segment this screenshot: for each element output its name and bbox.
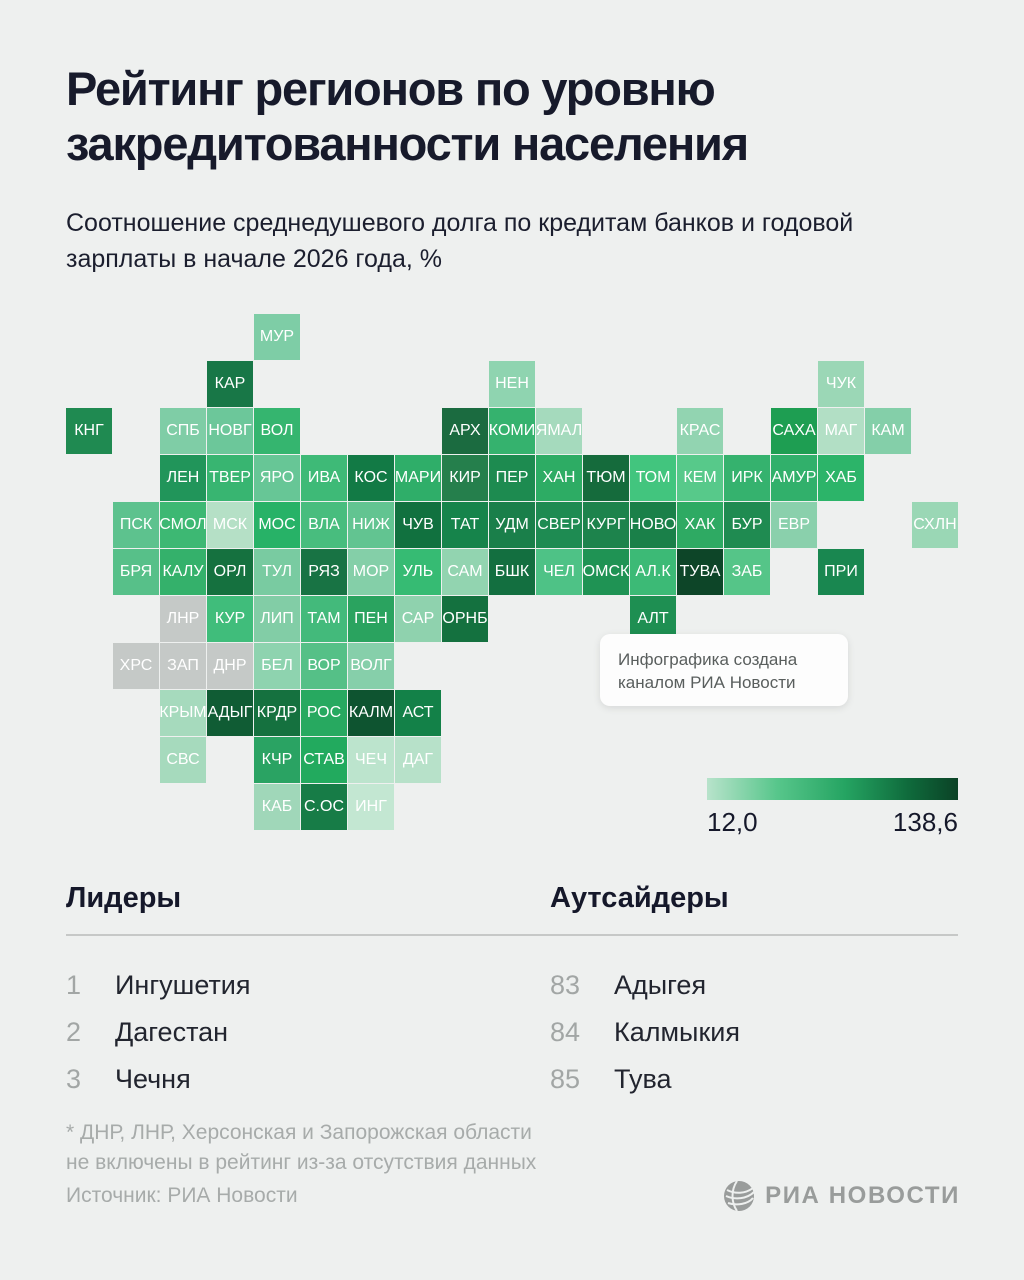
region-tile-ХАБ: ХАБ	[818, 455, 864, 501]
region-tile-КАЛУ: КАЛУ	[160, 549, 206, 595]
region-tile-ПЕР: ПЕР	[489, 455, 535, 501]
region-tile-МОС: МОС	[254, 502, 300, 548]
region-tile-ПРИ: ПРИ	[818, 549, 864, 595]
region-tile-КОС: КОС	[348, 455, 394, 501]
region-tile-ХРС: ХРС	[113, 643, 159, 689]
footnote-line1: * ДНР, ЛНР, Херсонская и Запорожская области	[66, 1121, 532, 1144]
region-tile-САХА: САХА	[771, 408, 817, 454]
region-tile-ТВЕР: ТВЕР	[207, 455, 253, 501]
region-tile-БШК: БШК	[489, 549, 535, 595]
region-tile-КАБ: КАБ	[254, 784, 300, 830]
region-tile-КОМИ: КОМИ	[489, 408, 535, 454]
region-name: Калмыкия	[614, 1017, 740, 1047]
tile-map	[66, 314, 960, 832]
region-tile-ТУЛ: ТУЛ	[254, 549, 300, 595]
region-tile-ДНР: ДНР	[207, 643, 253, 689]
region-tile-ТАТ: ТАТ	[442, 502, 488, 548]
region-tile-ЧЕЧ: ЧЕЧ	[348, 737, 394, 783]
legend-gradient-bar	[707, 778, 958, 800]
region-tile-УЛЬ: УЛЬ	[395, 549, 441, 595]
region-tile-БРЯ: БРЯ	[113, 549, 159, 595]
region-tile-КУР: КУР	[207, 596, 253, 642]
rank-number: 85	[550, 1064, 581, 1094]
footnote-line2: не включены в рейтинг из-за отсутствия данных	[66, 1150, 537, 1174]
ria-novosti-logo	[723, 1180, 960, 1212]
region-tile-НОВГ: НОВГ	[207, 408, 253, 454]
region-tile-ЯРО: ЯРО	[254, 455, 300, 501]
region-tile-АЛТ: АЛТ	[630, 596, 676, 642]
region-tile-МУР: МУР	[254, 314, 300, 360]
region-tile-ЧУК: ЧУК	[818, 361, 864, 407]
region-tile-САМ: САМ	[442, 549, 488, 595]
color-legend	[707, 778, 958, 838]
attribution-note-line1: Инфографика создана	[618, 650, 798, 669]
region-tile-ВОЛ: ВОЛ	[254, 408, 300, 454]
list-item	[550, 962, 740, 1009]
region-name: Дагестан	[115, 1017, 229, 1047]
region-tile-ЯМАЛ: ЯМАЛ	[536, 408, 582, 454]
region-tile-ЕВР: ЕВР	[771, 502, 817, 548]
region-tile-БЕЛ: БЕЛ	[254, 643, 300, 689]
region-tile-АЛ.К: АЛ.К	[630, 549, 676, 595]
region-tile-ДАГ: ДАГ	[395, 737, 441, 783]
region-tile-РОС: РОС	[301, 690, 347, 736]
list-item	[550, 1009, 740, 1056]
page-title: Рейтинг регионов по уровню закредитованности населения	[66, 62, 748, 170]
page-subtitle: Соотношение среднедушевого долга по кредитам банков и годовой зарплаты в начале 2026 года, %	[66, 209, 854, 274]
region-name: Адыгея	[614, 970, 707, 1000]
list-item	[66, 1056, 251, 1103]
logo-text: РИА НОВОСТИ	[765, 1182, 960, 1209]
region-tile-С.ОС: С.ОС	[301, 784, 347, 830]
region-tile-СХЛН: СХЛН	[912, 502, 958, 548]
region-tile-ХАК: ХАК	[677, 502, 723, 548]
region-tile-ЛЕН: ЛЕН	[160, 455, 206, 501]
region-tile-АДЫГ: АДЫГ	[207, 690, 253, 736]
region-tile-ОРЛ: ОРЛ	[207, 549, 253, 595]
region-tile-КНГ: КНГ	[66, 408, 112, 454]
region-tile-КАЛМ: КАЛМ	[348, 690, 394, 736]
region-tile-КЧР: КЧР	[254, 737, 300, 783]
region-tile-ОМСК: ОМСК	[583, 549, 629, 595]
attribution-note	[600, 634, 848, 706]
region-tile-ВЛА: ВЛА	[301, 502, 347, 548]
outsiders-heading: Аутсайдеры	[550, 882, 729, 914]
legend-min-label: 12,0	[707, 807, 758, 837]
region-tile-КРЫМ: КРЫМ	[160, 690, 206, 736]
region-tile-МАРИ: МАРИ	[395, 455, 441, 501]
source-text: Источник: РИА Новости	[66, 1184, 298, 1207]
region-tile-ХАН: ХАН	[536, 455, 582, 501]
rank-number: 2	[66, 1017, 82, 1047]
region-tile-ВОР: ВОР	[301, 643, 347, 689]
region-tile-ТОМ: ТОМ	[630, 455, 676, 501]
outsiders-list	[550, 962, 740, 1103]
region-tile-КАР: КАР	[207, 361, 253, 407]
list-item	[66, 1009, 251, 1056]
region-tile-КЕМ: КЕМ	[677, 455, 723, 501]
footnote	[66, 1118, 626, 1178]
list-item	[550, 1056, 740, 1103]
attribution-note-line2: каналом РИА Новости	[618, 672, 796, 692]
region-tile-РЯЗ: РЯЗ	[301, 549, 347, 595]
region-tile-СМОЛ: СМОЛ	[160, 502, 206, 548]
region-tile-ТЮМ: ТЮМ	[583, 455, 629, 501]
region-tile-НЕН: НЕН	[489, 361, 535, 407]
region-tile-ОРНБ: ОРНБ	[442, 596, 488, 642]
region-tile-АРХ: АРХ	[442, 408, 488, 454]
region-tile-КИР: КИР	[442, 455, 488, 501]
globe-icon	[723, 1180, 755, 1212]
region-tile-ВОЛГ: ВОЛГ	[348, 643, 394, 689]
region-tile-КАМ: КАМ	[865, 408, 911, 454]
region-name: Тува	[614, 1064, 672, 1094]
rank-number: 84	[550, 1017, 581, 1047]
region-tile-ЗАБ: ЗАБ	[724, 549, 770, 595]
region-tile-ПЕН: ПЕН	[348, 596, 394, 642]
region-tile-ЧЕЛ: ЧЕЛ	[536, 549, 582, 595]
region-tile-МСК: МСК	[207, 502, 253, 548]
region-tile-СПБ: СПБ	[160, 408, 206, 454]
region-tile-ЗАП: ЗАП	[160, 643, 206, 689]
rank-number: 83	[550, 970, 581, 1000]
region-tile-ИНГ: ИНГ	[348, 784, 394, 830]
region-tile-МОР: МОР	[348, 549, 394, 595]
list-item	[66, 962, 251, 1009]
leaders-list	[66, 962, 251, 1103]
region-tile-КРДР: КРДР	[254, 690, 300, 736]
region-name: Ингушетия	[115, 970, 251, 1000]
region-tile-СВЕР: СВЕР	[536, 502, 582, 548]
region-name: Чечня	[115, 1064, 191, 1094]
region-tile-ИВА: ИВА	[301, 455, 347, 501]
section-divider	[66, 934, 958, 936]
legend-max-label: 138,6	[892, 807, 958, 837]
region-tile-ЛИП: ЛИП	[254, 596, 300, 642]
region-tile-АСТ: АСТ	[395, 690, 441, 736]
region-tile-СВС: СВС	[160, 737, 206, 783]
rank-number: 1	[66, 970, 82, 1000]
rank-number: 3	[66, 1064, 82, 1094]
region-tile-САР: САР	[395, 596, 441, 642]
region-tile-ПСК: ПСК	[113, 502, 159, 548]
region-tile-ТУВА: ТУВА	[677, 549, 723, 595]
region-tile-НОВО: НОВО	[630, 502, 676, 548]
region-tile-МАГ: МАГ	[818, 408, 864, 454]
leaders-heading: Лидеры	[66, 882, 182, 914]
region-tile-БУР: БУР	[724, 502, 770, 548]
region-tile-ИРК: ИРК	[724, 455, 770, 501]
region-tile-ТАМ: ТАМ	[301, 596, 347, 642]
region-tile-НИЖ: НИЖ	[348, 502, 394, 548]
region-tile-КРАС: КРАС	[677, 408, 723, 454]
region-tile-СТАВ: СТАВ	[301, 737, 347, 783]
region-tile-КУРГ: КУРГ	[583, 502, 629, 548]
region-tile-ЧУВ: ЧУВ	[395, 502, 441, 548]
region-tile-ЛНР: ЛНР	[160, 596, 206, 642]
region-tile-УДМ: УДМ	[489, 502, 535, 548]
region-tile-АМУР: АМУР	[771, 455, 817, 501]
